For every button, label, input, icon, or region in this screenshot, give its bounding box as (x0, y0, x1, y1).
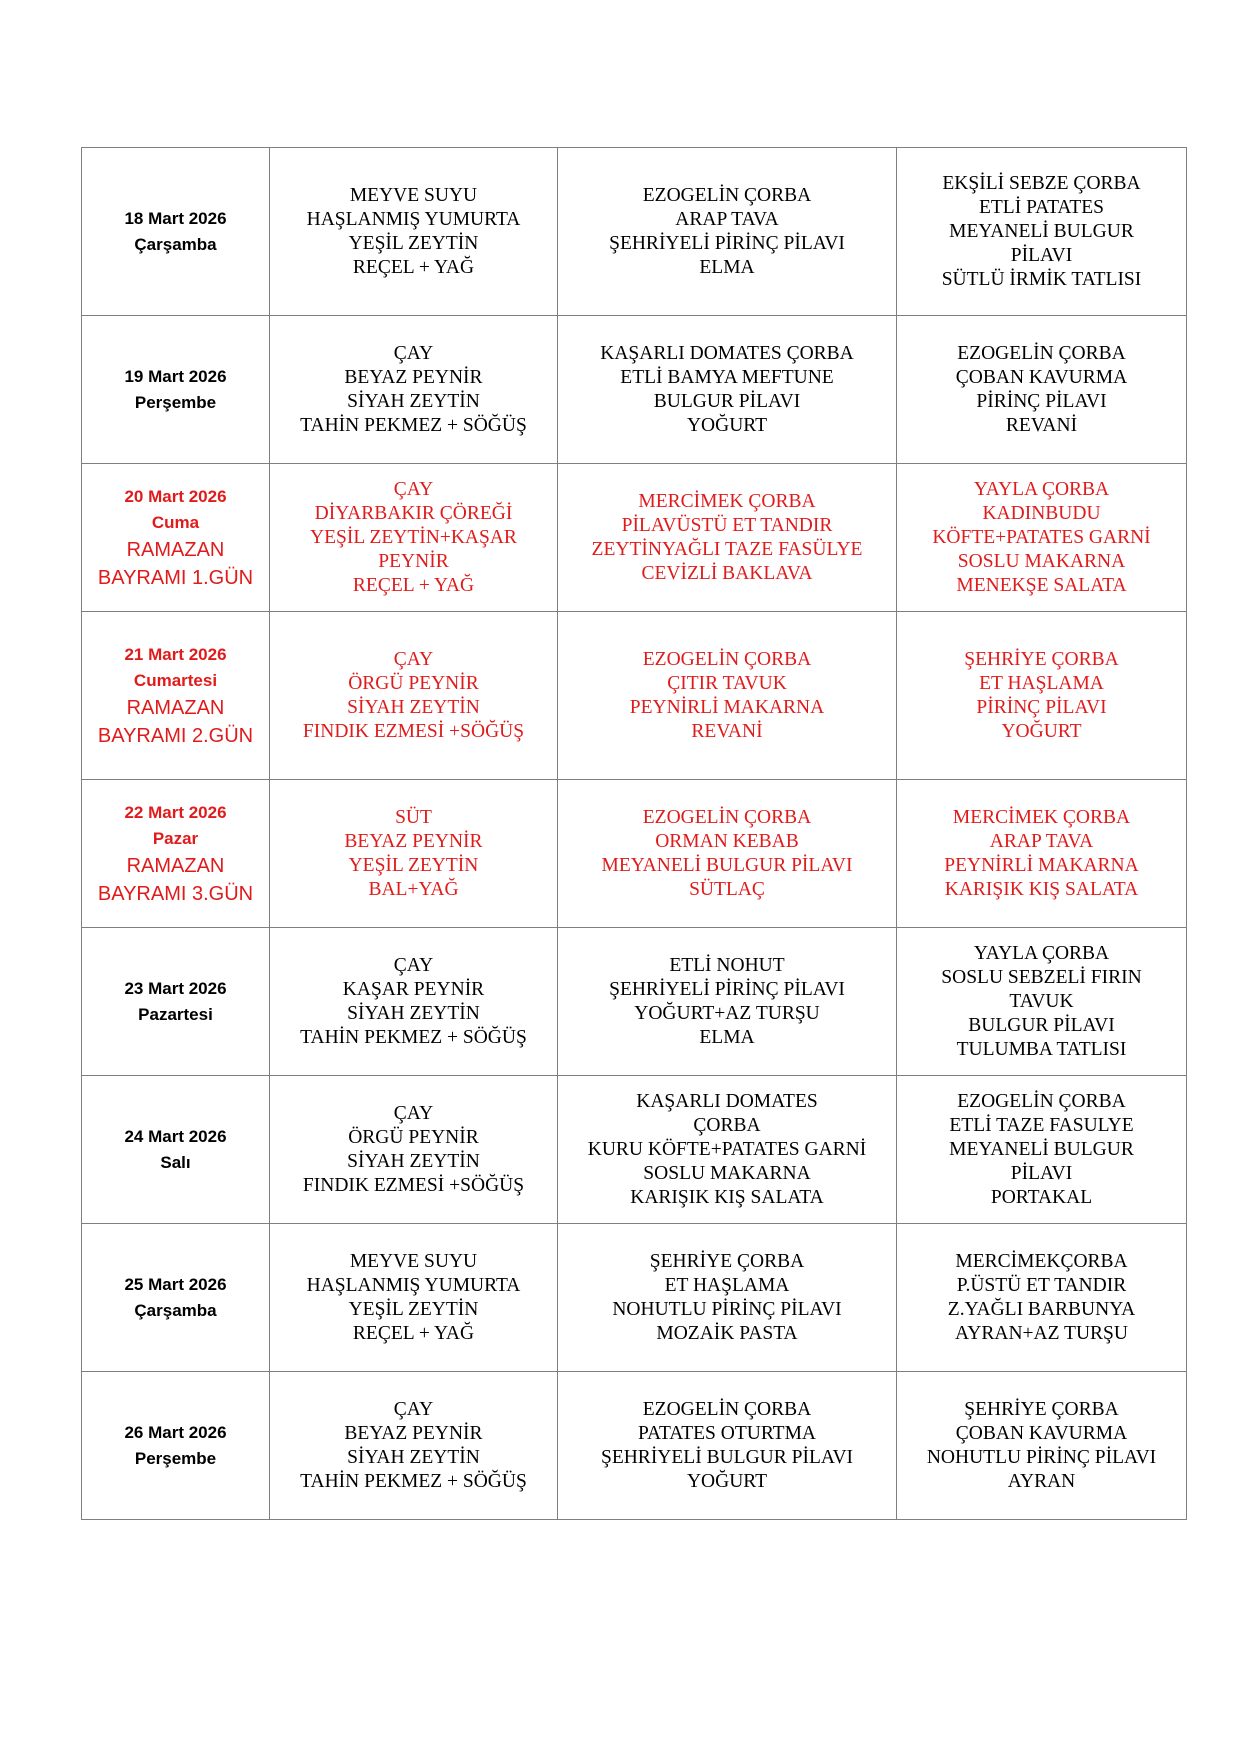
dinner-item: KARIŞIK KIŞ SALATA (944, 878, 1139, 900)
date-cell (82, 1076, 270, 1224)
dinner-item: EZOGELİN ÇORBA (957, 1090, 1126, 1112)
lunch-item: EZOGELİN ÇORBA (642, 648, 812, 670)
lunch-item: ELMA (699, 256, 755, 278)
lunch-item: SÜTLAÇ (689, 878, 765, 900)
dinner-item: MENEKŞE SALATA (956, 574, 1127, 596)
breakfast-item: ÇAY (393, 648, 434, 670)
dinner-item: EZOGELİN ÇORBA (957, 342, 1126, 364)
dinner-cell (897, 780, 1187, 928)
holiday-label: BAYRAMI 2.GÜN (97, 724, 254, 747)
lunch-cell (558, 464, 897, 612)
lunch-item: ŞEHRİYELİ PİRİNÇ PİLAVI (609, 232, 845, 254)
lunch-cell (558, 612, 897, 780)
lunch-item: ELMA (699, 1026, 755, 1048)
breakfast-item: FINDIK EZMESİ +SÖĞÜŞ (302, 1174, 525, 1196)
menu-row (82, 612, 1187, 780)
date-cell (82, 1224, 270, 1372)
dinner-item: ETLİ TAZE FASULYE (949, 1114, 1134, 1136)
breakfast-cell (270, 1076, 558, 1224)
breakfast-item: REÇEL + YAĞ (352, 574, 475, 596)
dinner-item: Z.YAĞLI BARBUNYA (947, 1298, 1136, 1320)
lunch-cell (558, 928, 897, 1076)
breakfast-cell (270, 780, 558, 928)
breakfast-item: DİYARBAKIR ÇÖREĞİ (314, 502, 513, 524)
menu-table-body (82, 148, 1187, 1520)
day-name: Çarşamba (134, 234, 217, 254)
lunch-item: YOĞURT (686, 1470, 768, 1492)
breakfast-item: SÜT (395, 806, 432, 828)
date-text: 18 Mart 2026 (124, 208, 227, 228)
menu-row (82, 148, 1187, 316)
dinner-item: ETLİ PATATES (978, 196, 1105, 218)
dinner-item: AYRAN+AZ TURŞU (955, 1322, 1128, 1344)
date-text: 25 Mart 2026 (124, 1274, 227, 1294)
dinner-cell (897, 612, 1187, 780)
menu-row (82, 1372, 1187, 1520)
menu-table (81, 147, 1187, 1520)
menu-row (82, 780, 1187, 928)
date-text: 26 Mart 2026 (124, 1422, 227, 1442)
dinner-item: PİRİNÇ PİLAVI (976, 390, 1107, 412)
breakfast-cell (270, 316, 558, 464)
breakfast-item: SİYAH ZEYTİN (347, 1002, 480, 1024)
dinner-item: PİLAVI (1010, 244, 1073, 266)
lunch-item: EZOGELİN ÇORBA (642, 184, 812, 206)
lunch-item: ŞEHRİYELİ PİRİNÇ PİLAVI (609, 978, 845, 1000)
breakfast-cell (270, 148, 558, 316)
menu-row (82, 1076, 1187, 1224)
dinner-item: ÇOBAN KAVURMA (955, 1422, 1128, 1444)
breakfast-item: FINDIK EZMESİ +SÖĞÜŞ (302, 720, 525, 742)
dinner-cell (897, 928, 1187, 1076)
lunch-item: NOHUTLU PİRİNÇ PİLAVI (612, 1298, 842, 1320)
dinner-item: KADINBUDU (982, 502, 1101, 524)
lunch-item: PEYNİRLİ MAKARNA (629, 696, 825, 718)
date-cell (82, 780, 270, 928)
breakfast-item: SİYAH ZEYTİN (347, 390, 480, 412)
dinner-item: MEYANELİ BULGUR (949, 1138, 1134, 1160)
date-text: 19 Mart 2026 (124, 366, 227, 386)
date-cell (82, 148, 270, 316)
lunch-item: ŞEHRİYELİ BULGUR PİLAVI (600, 1446, 854, 1468)
date-text: 20 Mart 2026 (124, 486, 227, 506)
day-name: Pazar (152, 828, 199, 848)
breakfast-item: REÇEL + YAĞ (352, 256, 475, 278)
breakfast-item: SİYAH ZEYTİN (347, 1150, 480, 1172)
menu-row (82, 928, 1187, 1076)
day-name: Pazartesi (138, 1004, 213, 1024)
lunch-item: KARIŞIK KIŞ SALATA (630, 1186, 824, 1208)
date-text: 21 Mart 2026 (124, 644, 227, 664)
breakfast-cell (270, 612, 558, 780)
day-name: Çarşamba (134, 1300, 217, 1320)
dinner-item: TAVUK (1009, 990, 1074, 1012)
date-text: 22 Mart 2026 (124, 802, 227, 822)
day-name: Cuma (151, 512, 200, 532)
lunch-item: ETLİ BAMYA MEFTUNE (620, 366, 834, 388)
dinner-item: REVANİ (1005, 414, 1078, 436)
lunch-item: MOZAİK PASTA (656, 1322, 798, 1344)
breakfast-item: YEŞİL ZEYTİN (348, 854, 479, 876)
holiday-label: RAMAZAN (126, 538, 225, 561)
dinner-cell (897, 1224, 1187, 1372)
lunch-item: PATATES OTURTMA (637, 1422, 817, 1444)
holiday-label: RAMAZAN (126, 854, 225, 877)
lunch-cell (558, 780, 897, 928)
date-cell (82, 316, 270, 464)
dinner-item: ET HAŞLAMA (979, 672, 1104, 694)
lunch-item: REVANİ (691, 720, 763, 742)
lunch-item: PİLAVÜSTÜ ET TANDIR (621, 514, 833, 536)
breakfast-item: PEYNİR (378, 550, 449, 572)
breakfast-item: BAL+YAĞ (368, 878, 459, 900)
dinner-item: PİRİNÇ PİLAVI (976, 696, 1107, 718)
dinner-item: YAYLA ÇORBA (973, 942, 1110, 964)
date-cell (82, 612, 270, 780)
lunch-item: EZOGELİN ÇORBA (642, 1398, 812, 1420)
lunch-cell (558, 148, 897, 316)
lunch-item: ŞEHRİYE ÇORBA (649, 1250, 805, 1272)
breakfast-item: ÇAY (393, 478, 434, 500)
breakfast-cell (270, 1372, 558, 1520)
breakfast-cell (270, 928, 558, 1076)
dinner-cell (897, 316, 1187, 464)
breakfast-item: ÇAY (393, 342, 434, 364)
breakfast-item: BEYAZ PEYNİR (344, 830, 483, 852)
lunch-cell (558, 1076, 897, 1224)
dinner-item: YOĞURT (1001, 720, 1082, 742)
menu-row (82, 464, 1187, 612)
breakfast-item: KAŞAR PEYNİR (342, 978, 485, 1000)
breakfast-item: ÖRGÜ PEYNİR (348, 672, 479, 694)
menu-row (82, 316, 1187, 464)
lunch-item: ARAP TAVA (675, 208, 779, 230)
menu-row (82, 1224, 1187, 1372)
holiday-label: RAMAZAN (126, 696, 225, 719)
lunch-item: KAŞARLI DOMATES (636, 1090, 818, 1112)
lunch-item: MERCİMEK ÇORBA (638, 490, 816, 512)
breakfast-item: ÇAY (393, 954, 434, 976)
breakfast-cell (270, 1224, 558, 1372)
date-text: 23 Mart 2026 (124, 978, 227, 998)
breakfast-item: HAŞLANMIŞ YUMURTA (306, 208, 521, 230)
lunch-item: YOĞURT (686, 414, 768, 436)
breakfast-item: TAHİN PEKMEZ + SÖĞÜŞ (300, 1470, 527, 1492)
breakfast-item: YEŞİL ZEYTİN (348, 1298, 479, 1320)
lunch-item: ÇORBA (693, 1114, 761, 1136)
holiday-label: BAYRAMI 1.GÜN (97, 566, 254, 589)
dinner-cell (897, 464, 1187, 612)
dinner-cell (897, 1372, 1187, 1520)
dinner-item: MERCİMEK ÇORBA (952, 806, 1131, 828)
lunch-cell (558, 1372, 897, 1520)
dinner-item: YAYLA ÇORBA (973, 478, 1110, 500)
breakfast-item: ÖRGÜ PEYNİR (348, 1126, 479, 1148)
breakfast-cell (270, 464, 558, 612)
lunch-item: ZEYTİNYAĞLI TAZE FASÜLYE (591, 538, 863, 560)
dinner-item: PİLAVI (1010, 1162, 1073, 1184)
lunch-item: ORMAN KEBAB (655, 830, 799, 852)
lunch-item: EZOGELİN ÇORBA (642, 806, 812, 828)
dinner-item: EKŞİLİ SEBZE ÇORBA (942, 172, 1141, 194)
dinner-item: ŞEHRİYE ÇORBA (964, 648, 1119, 670)
breakfast-item: REÇEL + YAĞ (352, 1322, 475, 1344)
dinner-item: AYRAN (1007, 1470, 1076, 1492)
dinner-item: ARAP TAVA (989, 830, 1094, 852)
dinner-item: MERCİMEKÇORBA (955, 1250, 1128, 1272)
dinner-cell (897, 148, 1187, 316)
date-text: 24 Mart 2026 (124, 1126, 227, 1146)
dinner-item: ÇOBAN KAVURMA (955, 366, 1128, 388)
day-name: Perşembe (134, 392, 217, 412)
dinner-item: P.ÜSTÜ ET TANDIR (956, 1274, 1127, 1296)
day-name: Salı (160, 1152, 191, 1172)
breakfast-item: BEYAZ PEYNİR (344, 366, 483, 388)
dinner-item: NOHUTLU PİRİNÇ PİLAVI (926, 1446, 1157, 1468)
breakfast-item: BEYAZ PEYNİR (344, 1422, 483, 1444)
lunch-item: ÇITIR TAVUK (667, 672, 787, 694)
breakfast-item: MEYVE SUYU (349, 184, 478, 206)
lunch-item: SOSLU MAKARNA (643, 1162, 811, 1184)
date-cell (82, 928, 270, 1076)
breakfast-item: MEYVE SUYU (349, 1250, 478, 1272)
lunch-item: CEVİZLİ BAKLAVA (641, 562, 813, 584)
breakfast-item: SİYAH ZEYTİN (347, 696, 480, 718)
lunch-item: KAŞARLI DOMATES ÇORBA (600, 342, 854, 364)
breakfast-item: SİYAH ZEYTİN (347, 1446, 480, 1468)
dinner-item: SÜTLÜ İRMİK TATLISI (941, 268, 1142, 290)
dinner-item: BULGUR PİLAVI (968, 1014, 1115, 1036)
lunch-cell (558, 316, 897, 464)
dinner-item: KÖFTE+PATATES GARNİ (932, 526, 1151, 548)
dinner-item: SOSLU MAKARNA (957, 550, 1126, 572)
dinner-item: ŞEHRİYE ÇORBA (964, 1398, 1119, 1420)
day-name: Perşembe (134, 1448, 217, 1468)
lunch-item: ETLİ NOHUT (669, 954, 785, 976)
breakfast-item: TAHİN PEKMEZ + SÖĞÜŞ (300, 1026, 527, 1048)
breakfast-item: YEŞİL ZEYTİN+KAŞAR (310, 526, 517, 548)
lunch-cell (558, 1224, 897, 1372)
lunch-item: KURU KÖFTE+PATATES GARNİ (587, 1138, 867, 1160)
lunch-item: YOĞURT+AZ TURŞU (634, 1002, 820, 1024)
holiday-label: BAYRAMI 3.GÜN (97, 882, 254, 905)
dinner-cell (897, 1076, 1187, 1224)
dinner-item: PORTAKAL (990, 1186, 1093, 1208)
lunch-item: ET HAŞLAMA (664, 1274, 790, 1296)
date-cell (82, 464, 270, 612)
dinner-item: MEYANELİ BULGUR (949, 220, 1134, 242)
breakfast-item: ÇAY (393, 1102, 434, 1124)
day-name: Cumartesi (133, 670, 218, 690)
dinner-item: SOSLU SEBZELİ FIRIN (941, 966, 1142, 988)
lunch-item: BULGUR PİLAVI (653, 390, 801, 412)
breakfast-item: TAHİN PEKMEZ + SÖĞÜŞ (300, 414, 527, 436)
breakfast-item: HAŞLANMIŞ YUMURTA (306, 1274, 521, 1296)
lunch-item: MEYANELİ BULGUR PİLAVI (601, 854, 853, 876)
breakfast-item: YEŞİL ZEYTİN (348, 232, 479, 254)
dinner-item: TULUMBA TATLISI (956, 1038, 1127, 1060)
dinner-item: PEYNİRLİ MAKARNA (944, 854, 1139, 876)
date-cell (82, 1372, 270, 1520)
breakfast-item: ÇAY (393, 1398, 434, 1420)
